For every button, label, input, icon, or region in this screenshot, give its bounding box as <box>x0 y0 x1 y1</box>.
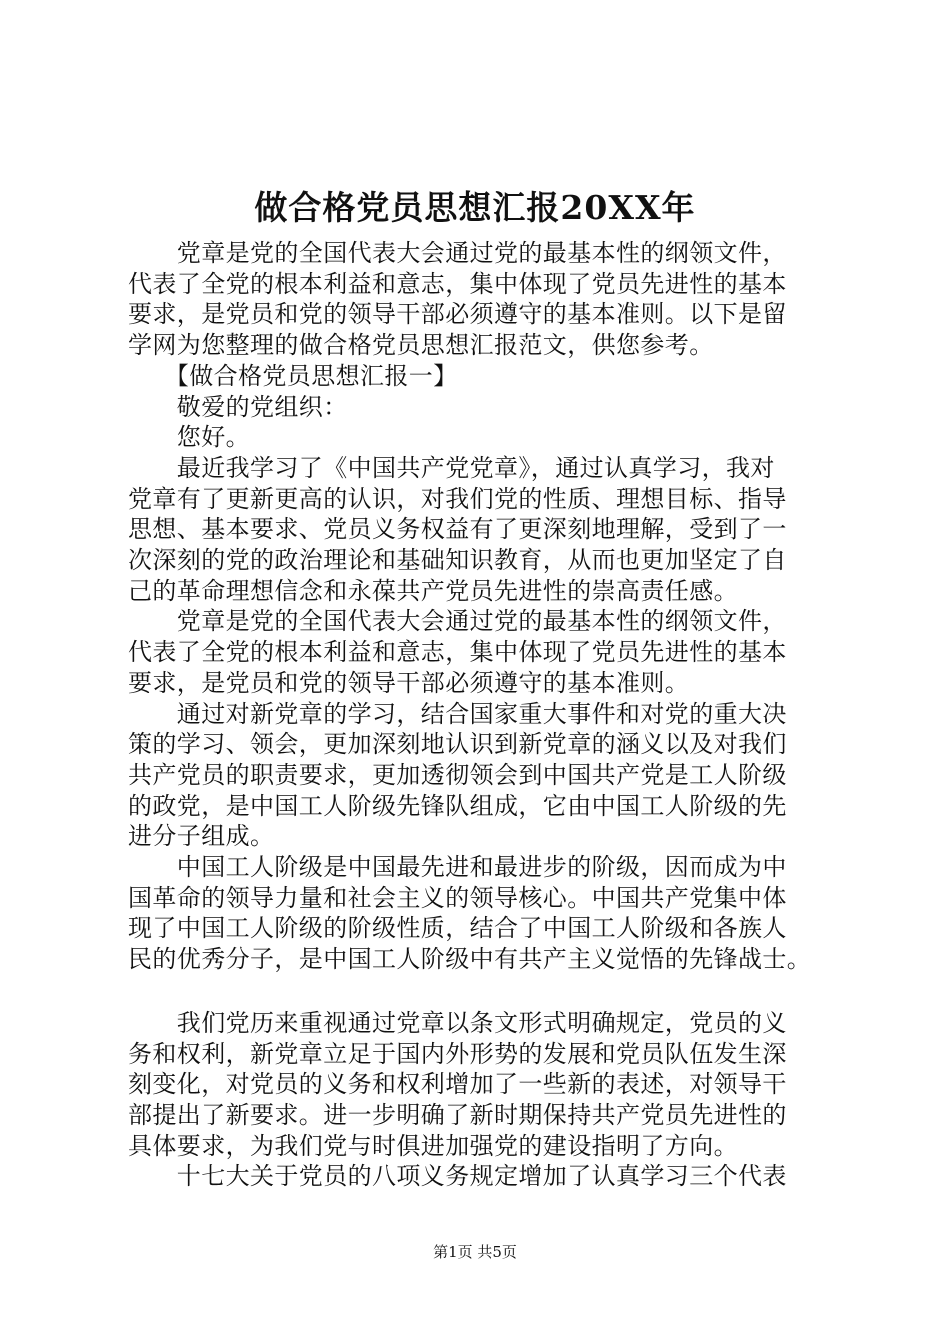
body-line: 学网为您整理的做合格党员思想汇报范文，供您参考。 <box>128 331 714 360</box>
body-line: 要求，是党员和党的领导干部必须遵守的基本准则。以下是留 <box>128 300 787 329</box>
body-line: 次深刻的党的政治理论和基础知识教育，从而也更加坚定了自 <box>128 546 787 574</box>
body-line: 具体要求，为我们党与时俱进加强党的建设指明了方向。 <box>128 1131 738 1160</box>
body-line: 思想、基本要求、党员义务权益有了更深刻地理解，受到了一 <box>128 515 787 544</box>
body-line: 刻变化，对党员的义务和权利增加了一些新的表述，对领导干 <box>128 1070 787 1099</box>
body-line: 代表了全党的根本利益和意志，集中体现了党员先进性的基本 <box>128 269 787 298</box>
body-line: 国革命的领导力量和社会主义的领导核心。中国共产党集中体 <box>128 883 787 912</box>
body-line: 代表了全党的根本利益和意志，集中体现了党员先进性的基本 <box>128 638 787 667</box>
body-line: 务和权利，新党章立足于国内外形势的发展和党员队伍发生深 <box>128 1039 787 1068</box>
body-line: 十七大关于党员的八项义务规定增加了认真学习三个代表 <box>128 1162 787 1191</box>
body-line: 部提出了新要求。进一步明确了新时期保持共产党员先进性的 <box>128 1100 787 1129</box>
body-line: 【做合格党员思想汇报一】 <box>128 361 458 390</box>
body-line: 中国工人阶级是中国最先进和最进步的阶级，因而成为中 <box>128 853 787 881</box>
body-line: 要求，是党员和党的领导干部必须遵守的基本准则。 <box>128 668 690 697</box>
body-line: 敬爱的党组织： <box>128 392 348 421</box>
body-line: 现了中国工人阶级的阶级性质，结合了中国工人阶级和各族人 <box>128 914 787 943</box>
body-line: 党章有了更新更高的认识，对我们党的性质、理想目标、指导 <box>128 484 787 513</box>
body-line: 您好。 <box>128 423 250 452</box>
document-title: 做合格党员思想汇报20XX年 <box>254 188 696 227</box>
body-line: 我们党历来重视通过党章以条文形式明确规定，党员的义 <box>128 1008 787 1037</box>
body-line: 策的学习、领会，更加深刻地认识到新党章的涵义以及对我们 <box>128 730 787 759</box>
body-line: 党章是党的全国代表大会通过党的最基本性的纲领文件， <box>128 239 787 267</box>
body-line: 党章是党的全国代表大会通过党的最基本性的纲领文件， <box>128 607 787 636</box>
body-line: 通过对新党章的学习，结合国家重大事件和对党的重大决 <box>128 699 787 728</box>
body-line: 民的优秀分子，是中国工人阶级中有共产主义觉悟的先锋战士。 <box>128 945 812 974</box>
page-footer: 第1页 共5页 <box>433 1243 517 1261</box>
body-line: 的政党，是中国工人阶级先锋队组成，它由中国工人阶级的先 <box>128 791 787 820</box>
body-line: 进分子组成。 <box>128 822 275 851</box>
body-line: 最近我学习了《中国共产党党章》，通过认真学习，我对 <box>128 453 775 482</box>
body-line: 共产党员的职责要求，更加透彻领会到中国共产党是工人阶级 <box>128 760 787 789</box>
body-line: 己的革命理想信念和永葆共产党员先进性的崇高责任感。 <box>128 576 738 605</box>
